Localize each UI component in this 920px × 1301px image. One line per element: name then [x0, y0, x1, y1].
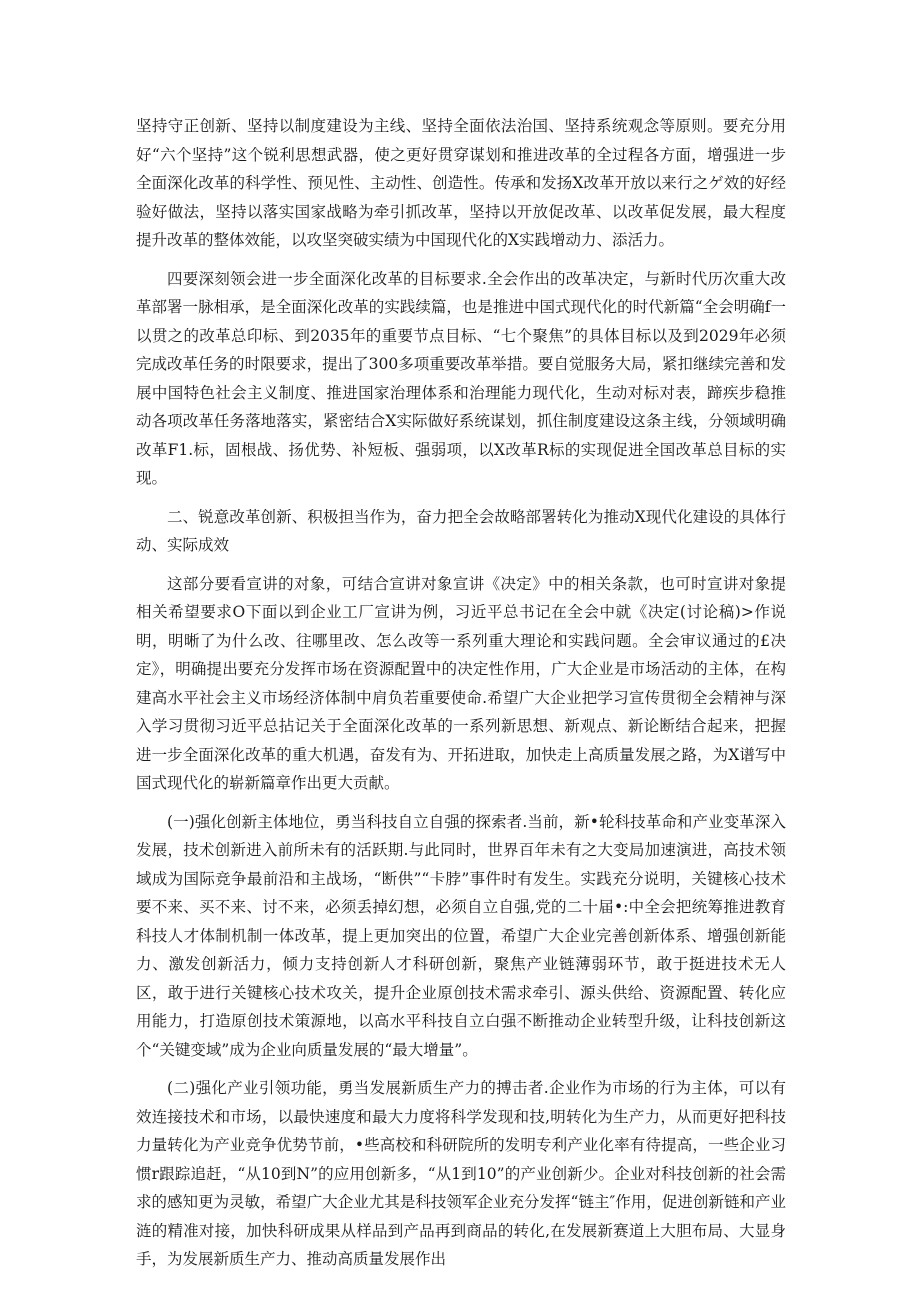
- document-page: [136, 112, 786, 1284]
- paragraph-3: 这部分要看宣讲的对象，可结合宣讲对象宣讲《决定》中的相关条款，也可时宣讲对象提相关希望要求O下面以到企业工厂宣讲为例，习近平总书记在全会中就《决定(讨论稿)>作说明，明晰了为什么改、往哪里改、怎么改等一系列重大理论和实践问题。全会审议通过的£决定》，明确提出要充分发挥市场在资源配置中的决定性作用，广大企业是市场活动的主体，在构建高水平社会主义市场经济体制中肩负若重要使命.希望广大企业把学习宣传贯彻全会精神与深入学习贯彻习近平总拈记关于全面深化改革的一系列新思想、新观点、新论断结合起来，把握进一步全面深化改革的重大机遇，奋发有为、开拓进取，加快走上高质量发展之路，为X谱写中国式现代化的崭新篇章作出更大贡献。: [136, 574, 786, 792]
- paragraph-5: (二)强化产业引领功能，勇当发展新质生产力的搏击者.企业作为市场的行为主体，可以有效连接技术和市场，以最快速度和最大力度将科学发现和技,明转化为生产力，从而更好把科技力量转化为产业竞争优势节前，•些高校和科研院所的发明专利产业化率有待提高，一些企业习惯r跟踪追赶，“从10到N”的应用创新多，“从1到10”的产业创新少。企业对科技创新的社会需求的感知更为灵敏，希望广大企业尤其是科技领军企业充分发挥“链主″作用，促进创新链和产业涟的精准对接，加快科研成果从样品到产品再到商品的转化,在发展新赛道上大胆布局、大显身手，为发展新质生产力、推动高质量发展作出: [136, 1079, 786, 1268]
- paragraph-2: 四要深刻领会进一步全面深化改革的目标要求.全会作出的改革决定，与新时代历次重大改革部署一脉相承，是全面深化改革的实践续篇，也是推进中国式现代化的时代新篇“全会明确f一以贯之的改革总印标、到2035年的重要节点目标、“七个聚焦”的具体目标以及到2029年必须完成改革任务的时限要求，提出了300多项重要改革举措。要自觉服务大局，紧扣继续完善和发展中国特色社会主义制度、推进国家治理体系和治理能力现代化，生动对标对表，蹄疾步稳推动各项改革任务落地落实，紧密结合X实际做好系统谋划，抓住制度建设这条主线，分领域明确改革F1.标，固根战、扬优势、补短板、强弱项，以X改革R标的实现促进全国改革总目标的实现。: [136, 269, 786, 487]
- paragraph-4: (一)强化创新主体地位，勇当科技自立自强的探索者.当前，新•轮科技革命和产业变革深入发展，技术创新进入前所未有的活跃期.与此同时，世界百年未有之大变局加速演进，高技术领域成为国际竞争最前沿和主战场，“断供”“卡脖”事件时有发生。实践充分说明，关键核心技术要不来、买不来、讨不来，必须丢掉幻想，必须自立自强,党的二十届•:中全会把统筹推进教育科技人才体制机制一体改革，提上更加突出的位置，希望广大企业完善创新体系、增强创新能力、激发创新活力，倾力支持创新人才科研创新，聚焦产业链薄弱环节，敢于挺进技术无人区，敢于进行关键核心技术攻关，提升企业原创技术需求牵引、源头供给、资源配置、转化应用能力，打造原创技术策源地，以高水平科技自立白强不断推动企业转型升级，让科技创新这个“关键变域”成为企业向质量发展的“最大增量”。: [136, 812, 786, 1059]
- paragraph-1: 坚持守正创新、坚持以制度建设为主线、坚持全面依法治国、坚持系统观念等原则。要充分用好“六个坚持”这个锐利思想武器，使之更好贯穿谋划和推进改革的全过程各方面，增强进一步全面深化改革的科学性、预见性、主动性、创造性。传承和发扬X改革开放以来行之ゲ效的好经验好做法，坚持以落实国家战略为牵引抓改革，坚持以开放促改革、以改革促发展，最大程度提升改革的整体效能，以攻坚突破实绩为中国现代化的X实践增动力、添活力。: [136, 117, 786, 249]
- section-heading: 二、锐意改革创新、积极担当作为，奋力把全会故略部署转化为推动X现代化建设的具体行动、实际成效: [136, 507, 786, 554]
